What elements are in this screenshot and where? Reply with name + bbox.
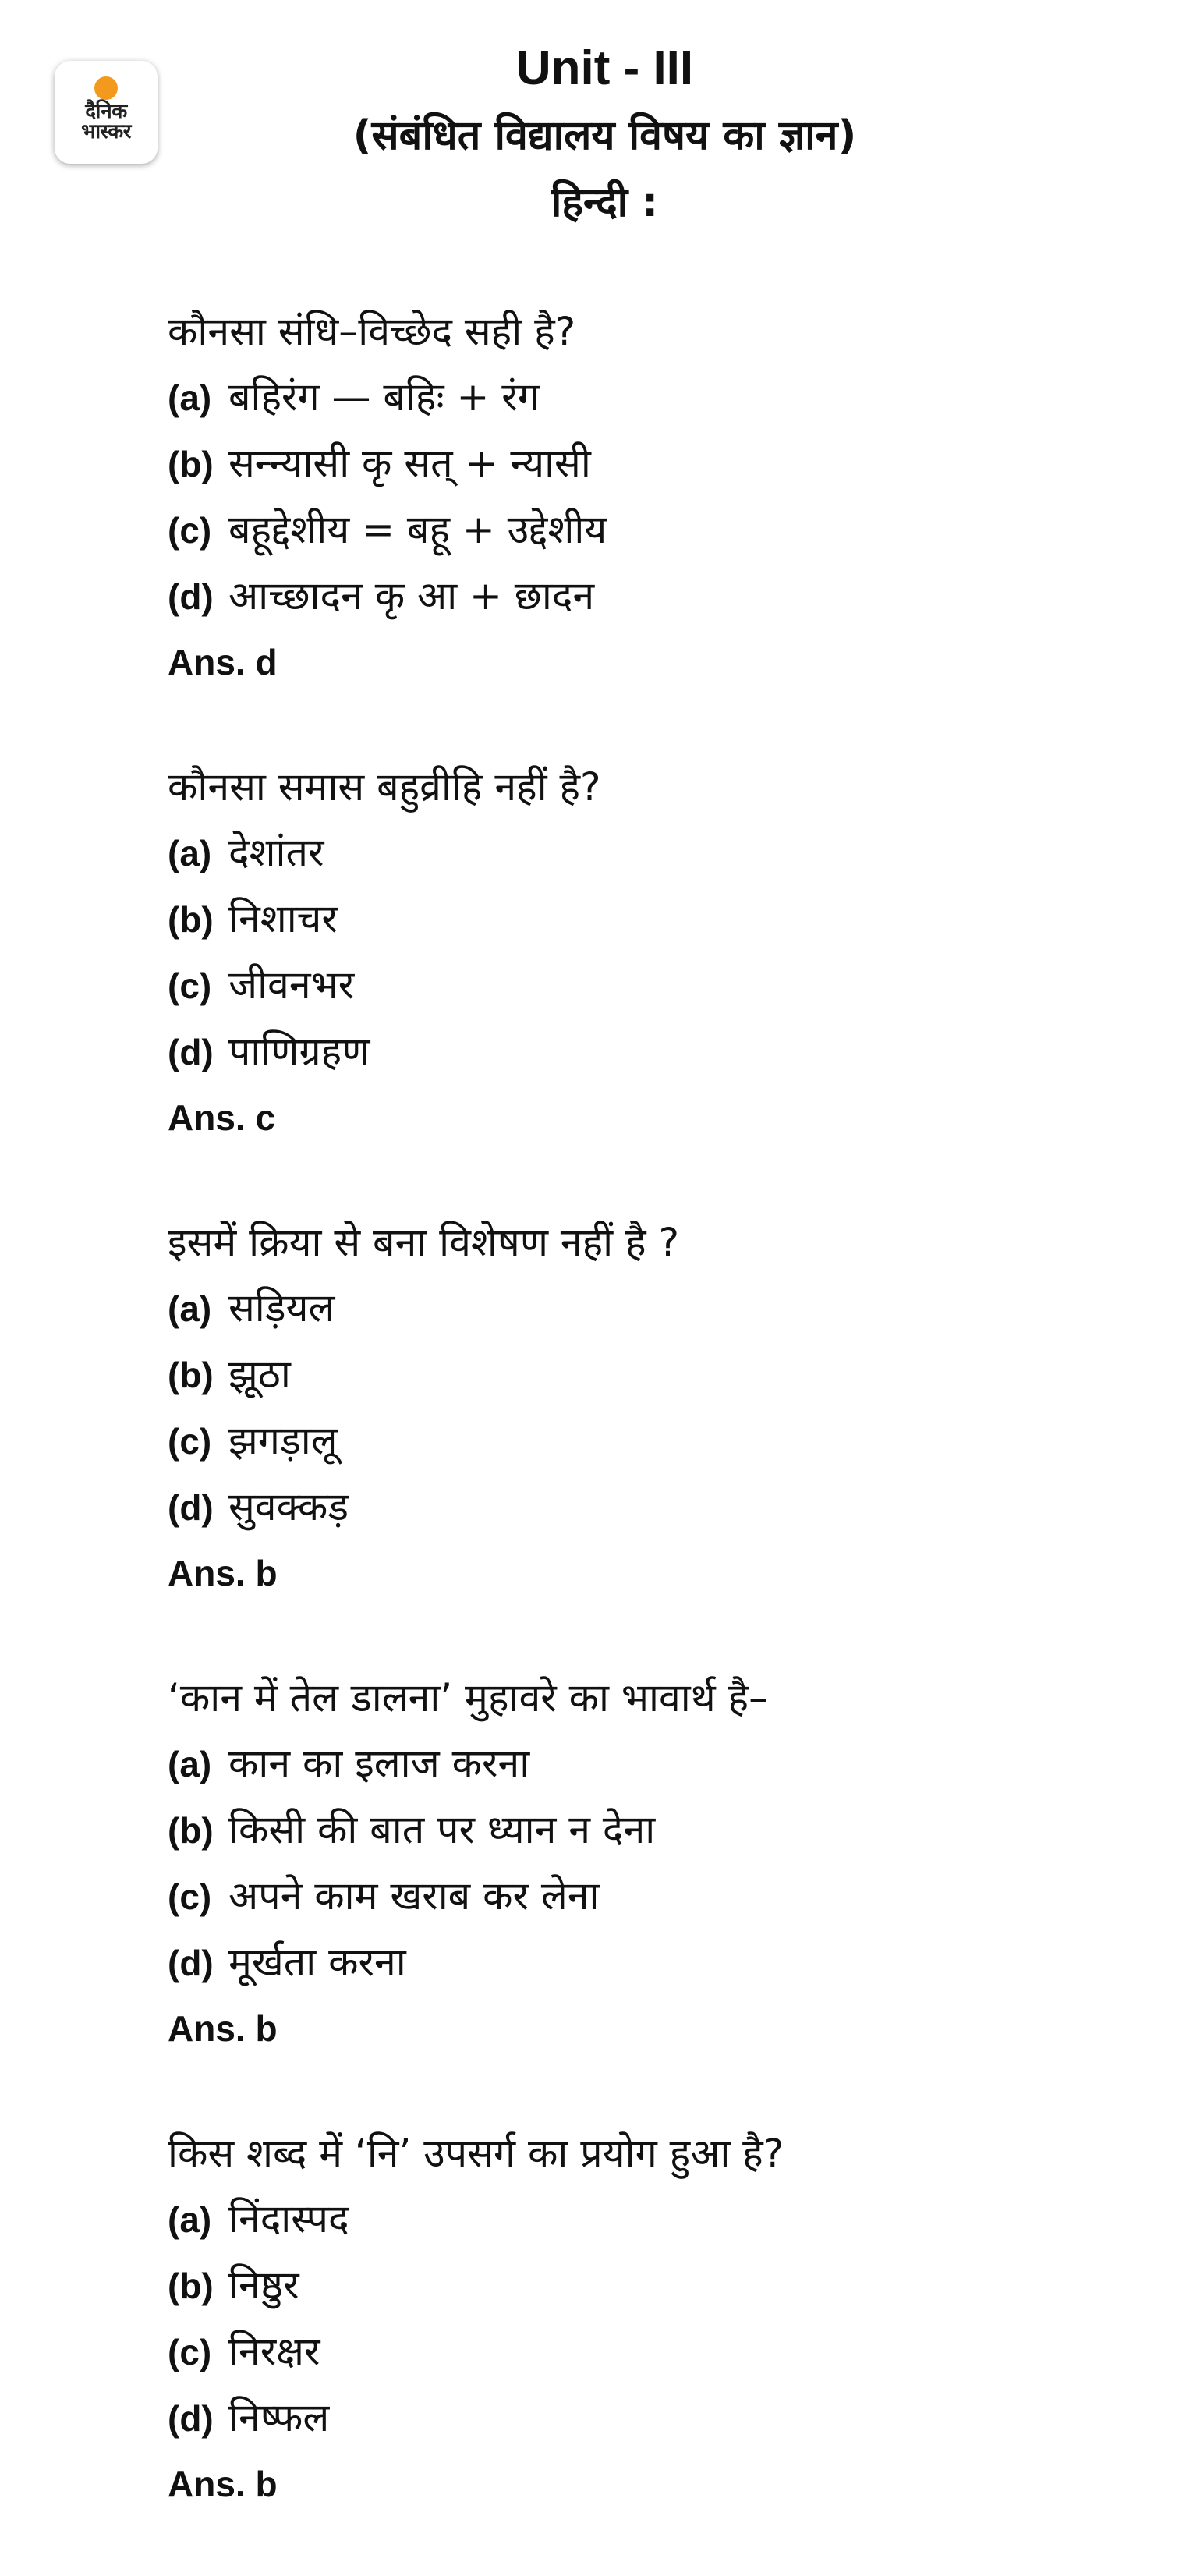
option-label: (c) (168, 1876, 212, 1917)
question-text: किस शब्द में ‘नि’ उपसर्ग का प्रयोग हुआ है? (168, 2131, 784, 2176)
option-text: बहिरंग — बहिः + रंग (228, 374, 540, 420)
question-block (168, 2121, 1142, 2517)
option-label: (b) (168, 1355, 214, 1395)
option-label: (a) (168, 377, 212, 418)
option-d (168, 1019, 1142, 1085)
option-text: सड़ियल (228, 1285, 335, 1331)
option-text: निष्फल (228, 2395, 330, 2440)
option-text: पाणिग्रहण (228, 1029, 370, 1074)
option-text: मूर्खता करना (228, 1940, 406, 1985)
answer-text: Ans. b (168, 2464, 278, 2504)
option-b (168, 431, 1142, 497)
answer-text: Ans. b (168, 2008, 278, 2049)
option-a (168, 1731, 1142, 1797)
option-label: (b) (168, 1810, 214, 1851)
option-c (168, 952, 1142, 1019)
option-d (168, 1474, 1142, 1540)
option-b (168, 886, 1142, 952)
option-label: (a) (168, 2199, 212, 2240)
option-label: (c) (168, 966, 212, 1006)
subject-heading: हिन्दी : (551, 179, 659, 226)
question-block (168, 1210, 1142, 1606)
option-text: निंदास्पद (228, 2196, 349, 2241)
answer-text: Ans. c (168, 1097, 276, 1138)
option-text: निशाचर (228, 896, 338, 941)
option-a (168, 2186, 1142, 2252)
option-label: (c) (168, 1421, 212, 1462)
option-d (168, 2385, 1142, 2451)
option-c (168, 1408, 1142, 1474)
question-block (168, 299, 1142, 695)
unit-title: Unit - III (515, 41, 694, 95)
option-text: झूठा (228, 1352, 291, 1397)
option-text: जीवनभर (228, 962, 355, 1008)
question-text: इसमें क्रिया से बना विशेषण नहीं है ? (168, 1220, 679, 1265)
option-label: (d) (168, 1943, 214, 1983)
option-label: (d) (168, 576, 214, 617)
option-text: सन्न्यासी कृ सत् + न्यासी (228, 441, 591, 486)
option-text: निरक्षर (228, 2329, 320, 2374)
option-label: (d) (168, 2398, 214, 2439)
option-text: अपने काम खराब कर लेना (228, 1873, 600, 1919)
option-label: (c) (168, 2332, 212, 2372)
option-text: निष्ठुर (228, 2262, 299, 2308)
option-label: (d) (168, 1487, 214, 1528)
option-c (168, 2319, 1142, 2385)
answer-text: Ans. d (168, 642, 278, 682)
option-a (168, 820, 1142, 886)
option-text: देशांतर (228, 830, 324, 875)
option-a (168, 1275, 1142, 1341)
option-d (168, 1929, 1142, 1996)
option-text: आच्छादन कृ आ + छादन (228, 573, 595, 618)
page-header (0, 35, 1186, 236)
option-label: (a) (168, 1288, 212, 1329)
option-label: (a) (168, 833, 212, 873)
option-label: (b) (168, 2266, 214, 2306)
answer-text: Ans. b (168, 1553, 278, 1593)
question-text: ‘कान में तेल डालना’ मुहावरे का भावार्थ है– (168, 1675, 769, 1720)
option-text: कान का इलाज करना (228, 1741, 530, 1786)
option-text: झगड़ालू (228, 1418, 338, 1463)
logo-text-line1: दैनिक (85, 100, 127, 123)
option-b (168, 2252, 1142, 2319)
option-text: बहूद्देशीय = बहू + उद्देशीय (228, 507, 607, 552)
option-d (168, 563, 1142, 629)
logo-text-line2: भास्कर (81, 120, 131, 144)
option-a (168, 364, 1142, 431)
option-text: सुवक्कड़ (228, 1484, 349, 1529)
option-label: (d) (168, 1032, 214, 1072)
question-text: कौनसा समास बहुव्रीहि नहीं है? (168, 764, 601, 810)
option-label: (a) (168, 1744, 212, 1784)
option-label: (b) (168, 444, 214, 484)
unit-subtitle: (संबंधित विद्यालय विषय का ज्ञान) (352, 112, 857, 159)
option-label: (c) (168, 510, 212, 551)
option-c (168, 497, 1142, 563)
question-block (168, 1665, 1142, 2061)
option-label: (b) (168, 899, 214, 940)
option-text: किसी की बात पर ध्यान न देना (228, 1807, 656, 1852)
question-list (168, 299, 1142, 2576)
question-block (168, 754, 1142, 1150)
question-text: कौनसा संधि–विच्छेद सही है? (168, 309, 576, 354)
option-b (168, 1797, 1142, 1863)
option-c (168, 1863, 1142, 1929)
option-b (168, 1341, 1142, 1408)
